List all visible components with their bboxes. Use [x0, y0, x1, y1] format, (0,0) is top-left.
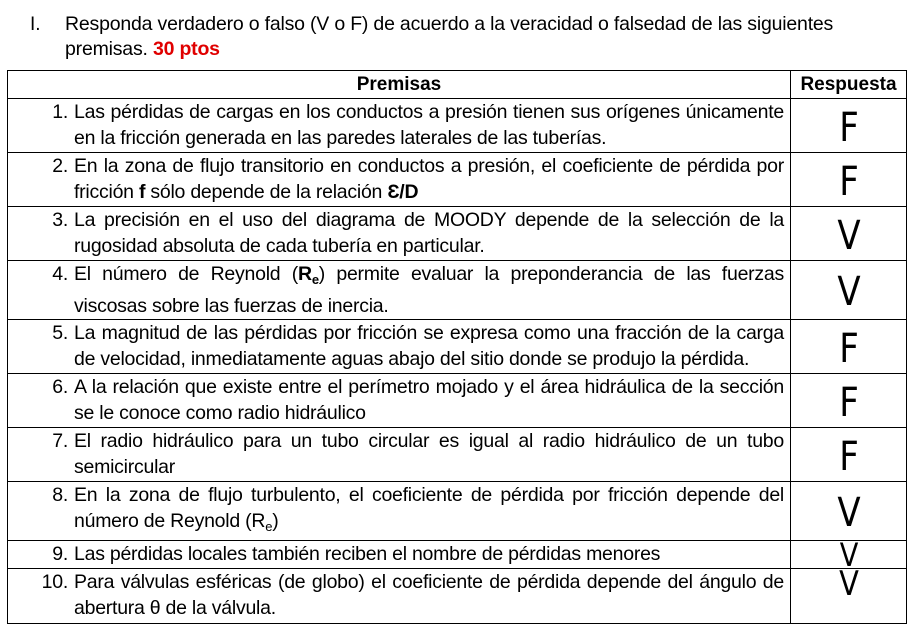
table-row: [8, 207, 907, 261]
answer-cell: [799, 320, 898, 374]
reynolds-letter: R: [251, 510, 266, 532]
answer-cell: [799, 482, 898, 541]
premise-text-part: ) permite evaluar la preponderancia de las fuerzas viscosas sobre las fuerzas de inercia.: [74, 263, 785, 317]
answer-cell: [799, 564, 898, 624]
table-row: [8, 374, 907, 428]
handwritten-answer: V: [839, 535, 858, 574]
premise-text: Las pérdidas de cargas en los conductos a presión tienen sus orígenes únicamente en la fricción generada en las paredes laterales de las tuberías.: [74, 101, 784, 149]
reynolds-symbol: [298, 263, 319, 285]
premise-number: 10.: [41, 571, 68, 593]
premise-number: 4.: [52, 263, 68, 285]
handwritten-answer: V: [836, 212, 861, 259]
premise-number: 8.: [52, 484, 68, 506]
premise-number: 3.: [52, 209, 68, 231]
reynolds-subscript: e: [265, 519, 273, 534]
table-row: [8, 482, 907, 541]
section-header: [0, 10, 912, 66]
premise-text: Para válvulas esféricas (de globo) el coeficiente de pérdida depende del ángulo de abertura θ de la válvula.: [74, 571, 784, 619]
handwritten-answer: F: [838, 379, 859, 426]
points-value: 30 ptos: [152, 38, 220, 60]
handwritten-answer: F: [838, 433, 859, 480]
section-numeral: I.: [30, 14, 41, 35]
answer-cell: [799, 261, 898, 320]
premise-cell: [8, 261, 791, 320]
premise-text-part: En la zona de flujo turbulento, el coeficiente de pérdida por fricción depende del número de Reynold (: [74, 484, 784, 532]
premise-cell: [8, 482, 791, 541]
premise-text: A la relación que existe entre el perímetro mojado y el área hidráulica de la sección se le conoce como radio hidráulico: [74, 376, 784, 424]
premise-cell: [8, 99, 791, 153]
answer-cell: [799, 153, 898, 207]
premise-text: [74, 153, 790, 205]
premise-cell: [8, 374, 791, 428]
premise-text-part: El número de Reynold (: [74, 263, 298, 285]
premise-number: 7.: [52, 430, 68, 452]
table-header-row: [8, 71, 907, 99]
premise-number: 6.: [52, 376, 68, 398]
handwritten-answer: V: [838, 564, 859, 604]
answer-cell: [799, 428, 898, 482]
premise-number: 5.: [52, 322, 68, 344]
table-row: [8, 569, 907, 624]
premise-cell: [8, 541, 791, 569]
premise-text: La precisión en el uso del diagrama de MOODY depende de la selección de la rugosidad absoluta de cada tubería en particular.: [74, 209, 784, 257]
instructions: [65, 12, 885, 62]
premise-number: 9.: [52, 543, 68, 565]
premise-cell: [8, 207, 791, 261]
premise-cell: [8, 153, 791, 207]
premise-cell: [8, 320, 791, 374]
header-premises: Premisas: [8, 71, 791, 99]
premise-text: La magnitud de las pérdidas por fricción se expresa como una fracción de la carga de velocidad, inmediatamente aguas abajo del sitio donde se produjo la pérdida.: [74, 322, 784, 370]
table-row: [8, 428, 907, 482]
roughness-ratio: Ɛ/D: [387, 181, 419, 203]
handwritten-answer: V: [836, 269, 861, 315]
table-row: [8, 320, 907, 374]
premise-cell: [8, 569, 791, 624]
premise-number: 2.: [52, 155, 68, 177]
instructions-text: Responda verdadero o falso (V o F) de acuerdo a la veracidad o falsedad de las siguientes premisas.: [65, 13, 834, 60]
reynolds-letter: R: [297, 263, 312, 285]
table-row: [8, 541, 907, 569]
premise-text: El radio hidráulico para un tubo circular es igual al radio hidráulico de un tubo semicircular: [74, 430, 784, 478]
table-row: [8, 261, 907, 320]
premise-text: [74, 482, 790, 540]
handwritten-answer: F: [838, 325, 859, 372]
handwritten-answer: V: [836, 490, 861, 536]
premise-text-part: ): [272, 510, 279, 532]
premise-cell: [8, 428, 791, 482]
answer-cell: [799, 207, 898, 261]
friction-symbol: f: [138, 181, 146, 203]
handwritten-answer: F: [838, 104, 859, 151]
premise-text: [74, 261, 790, 319]
answer-cell: [799, 99, 898, 153]
header-answer: Respuesta: [791, 71, 907, 99]
reynolds-subscript: e: [311, 272, 319, 287]
premise-text: Las pérdidas locales también reciben el nombre de pérdidas menores: [74, 543, 661, 565]
table-row: [8, 153, 907, 207]
true-false-table: [7, 70, 907, 624]
premise-number: 1.: [52, 101, 68, 123]
answer-cell: [799, 374, 898, 428]
premise-text-part: sólo depende de la relación: [150, 181, 383, 203]
handwritten-answer: F: [838, 158, 859, 205]
premise-text-part: En la zona de flujo transitorio en conductos a presión, el coeficiente de pérdida por fricción: [74, 155, 784, 203]
table-row: [8, 99, 907, 153]
